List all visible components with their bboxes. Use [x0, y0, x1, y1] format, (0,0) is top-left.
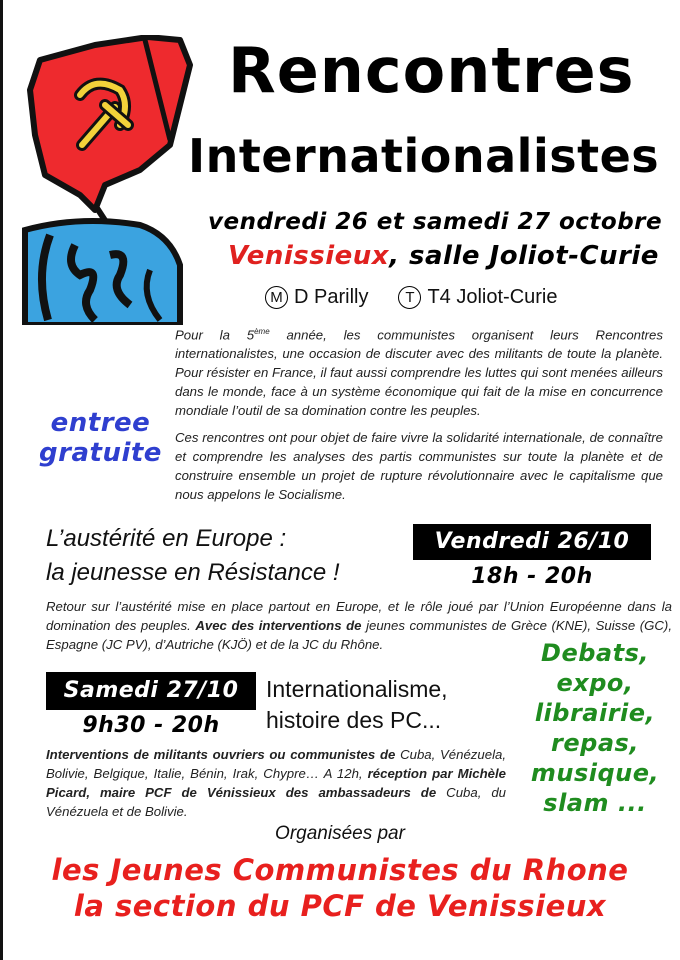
organiser-2: la section du PCF de Venissieux: [73, 889, 607, 923]
saturday-time: 9h30 - 20h: [82, 713, 220, 738]
organised-by-label: Organisées par: [275, 823, 405, 844]
logo-flag-globe: [20, 35, 200, 325]
activity-item: musique,: [530, 759, 660, 787]
organiser-1: les Jeunes Communistes du Rhone: [51, 853, 629, 887]
saturday-description: Interventions de militants ouvriers ou communistes de Cuba, Vénézuela, Bolivie, Belgique, Italie, Bénin, Irak, Chypre… A 12h, réception par Michèle Picard, maire PCF de Vénissieux des ambassadeurs de Cuba, du Vénézuela et de Bolivie.: [46, 747, 507, 819]
tram-stop: T4 Joliot-Curie: [427, 286, 558, 308]
saturday-date-badge: Samedi 27/10: [46, 672, 256, 710]
friday-session-title: L’austérité en Europe : la jeunesse en Résistance !: [46, 525, 340, 586]
flag-globe-icon: [20, 35, 200, 325]
free-entry-note: entree gratuite: [39, 408, 162, 468]
friday-date-badge: Vendredi 26/10: [413, 524, 651, 560]
event-dates: vendredi 26 et samedi 27 octobre: [208, 209, 663, 235]
intro-text: [175, 322, 663, 512]
activity-item: expo,: [556, 669, 634, 697]
intro-paragraph-2: Ces rencontres ont pour objet de faire vivre la solidarité internationale, de connaître et comprendre les analyses des partis communistes sur toute la planète et de construire ensemble un projet de rupture révolutionnaire avec le capitalisme que nous appelons le Socialisme.: [175, 430, 663, 503]
venue-city: Venissieux: [228, 241, 390, 271]
intro-paragraph-1: Pour la 5ème année, les communistes organisent leurs Rencontres internationalistes, une occasion de discuter avec des militants de toute la planète. Pour résister en France, il faut aussi comprendre les luttes qui sont menées ailleurs dans le monde, face à un système économique qui fait de la mise en concurrence mondiale l’outil de sa domination contre les peuples.: [175, 327, 663, 419]
activity-item: librairie,: [534, 699, 656, 727]
metro-icon: M: [265, 286, 288, 309]
saturday-session-title: Internationalisme, histoire des PC...: [266, 676, 448, 733]
title-line-1: Rencontres: [228, 34, 635, 107]
organisers: [0, 852, 680, 924]
title-line-2: Internationalistes: [188, 129, 660, 183]
transit-info: [265, 284, 558, 310]
event-venue: [228, 240, 659, 272]
activity-item: Debats,: [541, 639, 649, 667]
metro-stop: D Parilly: [294, 286, 369, 308]
activity-item: slam ...: [543, 789, 647, 817]
activities-list: [510, 638, 680, 818]
left-border: [0, 0, 3, 960]
activity-item: repas,: [551, 729, 639, 757]
friday-time: 18h - 20h: [471, 564, 593, 589]
venue-hall: , salle Joliot-Curie: [389, 241, 659, 271]
friday-description: Retour sur l’austérité mise en place partout en Europe, et le rôle joué par l’Union Européenne dans la domination des peuples. Avec des interventions de jeunes communistes de Grèce (KNE), Suisse (GC), Espagne (JC PV), d’Autriche (KJÖ) et de la JC du Rhône.: [46, 599, 672, 652]
tram-icon: T: [398, 286, 421, 309]
